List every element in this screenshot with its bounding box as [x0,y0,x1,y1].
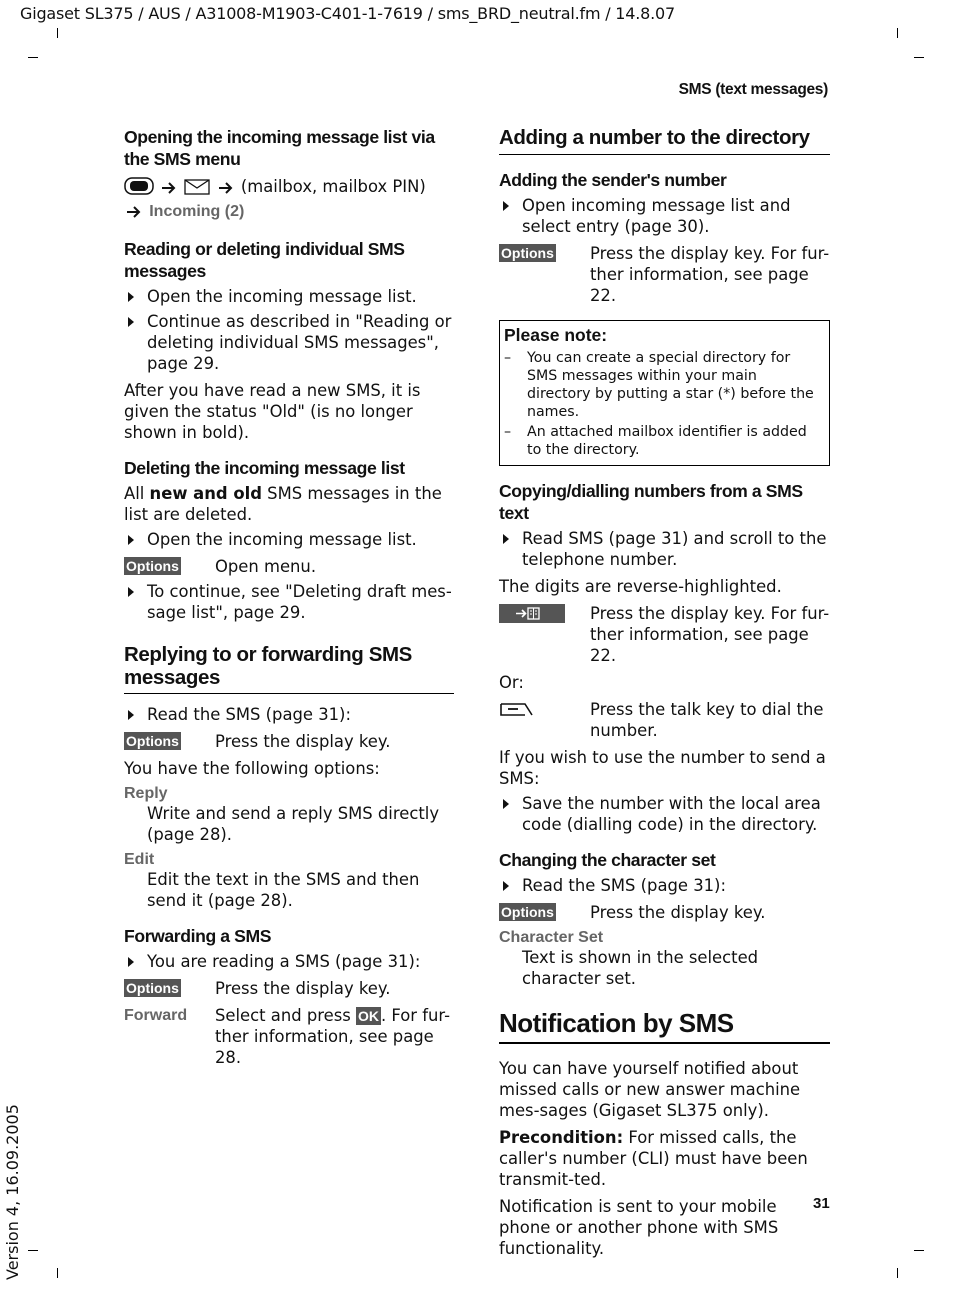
list-item: Read SMS (page 31) and scroll to the telephone number. [499,528,830,570]
talk-key-icon [499,700,535,725]
notification-heading: Notification by SMS [499,1008,734,1038]
read-status-paragraph: After you have read a new SMS, it is given the status "Old" (is no longer shown in bold). [124,381,421,442]
precondition-paragraph: Precondition: For missed calls, the caller's number (CLI) must have been transmit-ted. [499,1128,808,1189]
charset-heading: Changing the character set [499,850,716,870]
crop-mark [28,57,38,58]
talk-key-row [499,699,830,741]
list-item: You are reading a SMS (page 31): [124,951,454,972]
charset-option-label: Character Set [499,929,604,946]
arrow-icon [159,179,179,200]
options-key-row [124,978,454,999]
press-display-key-text: Press the display key. [215,979,391,998]
list-item: To continue, see "Deleting draft mes-sage list", page 29. [124,581,454,623]
delete-list-heading: Deleting the incoming message list [124,458,405,478]
notification-paragraph-2: Notification is sent to your mobile phone or another phone with SMS functionality. [499,1197,779,1258]
note-title: Please note: [504,325,608,345]
press-display-key-text: Press the display key. For fur-ther information, see page 22. [590,604,830,665]
version-label: Version 4, 16.09.2005 [3,1104,22,1280]
notification-paragraph: You can have yourself notified about missed calls or new answer machine mes-sages (Gigaset SL375 only). [499,1059,801,1120]
directory-key-icon [499,604,565,628]
note-item: – An attached mailbox identifier is added to the directory. [504,423,819,459]
or-text: Or: [499,673,524,692]
forwarding-heading: Forwarding a SMS [124,926,272,946]
options-key-row [499,902,830,923]
forward-option-row: Forward Select and press OK . For fur-ther information, see page 28. [124,1006,450,1067]
send-sms-paragraph: If you wish to use the number to send a SMS: [499,748,826,788]
options-key: Options [126,733,179,749]
incoming-menu-item: Incoming (2) [149,203,245,220]
envelope-icon [184,179,210,200]
copy-dial-heading: Copying/dialling numbers from a SMS text [499,481,803,523]
crop-mark [57,1268,58,1278]
open-menu-text: Open menu. [215,557,317,576]
please-note-box [499,320,830,466]
talk-key-text: Press the talk key to dial the number. [590,700,824,740]
note-item: – You can create a special directory for SMS messages within your main directory by putting a star (*) before the names. [504,349,819,421]
charset-option-desc: Text is shown in the selected character set. [522,948,759,988]
press-display-key-text: Press the display key. [215,732,391,751]
directory-key-row [499,603,830,666]
digits-paragraph: The digits are reverse-highlighted. [499,577,782,596]
reply-forward-heading: Replying to or forwarding SMS messages [124,643,412,689]
read-delete-heading: Reading or deleting individual SMS messages [124,239,405,281]
crop-mark [914,57,924,58]
options-key: Options [501,904,554,920]
delete-list-paragraph: All new and old SMS messages in the list are deleted. [124,484,442,524]
adding-number-heading: Adding a number to the directory [499,126,810,149]
menu-path-incoming [124,200,454,224]
list-item: Read the SMS (page 31): [499,875,830,896]
document-header: Gigaset SL375 / AUS / A31008-M1903-C401-1-7619 / sms_BRD_neutral.fm / 14.8.07 [20,4,675,23]
arrow-icon [216,179,236,200]
sender-number-heading: Adding the sender's number [499,170,727,190]
options-key-row [499,243,830,306]
edit-option-label: Edit [124,851,155,868]
list-item: Continue as described in "Reading or deleting individual SMS messages", page 29. [124,311,454,374]
left-column [124,126,454,1068]
press-display-key-text: Press the display key. [590,903,766,922]
page-number: 31 [813,1195,830,1212]
arrow-icon [124,203,144,224]
options-key-row [124,731,454,752]
menu-path-text: (mailbox, mailbox PIN) [240,177,426,196]
options-intro: You have the following options: [124,759,380,778]
crop-mark [28,1250,38,1251]
open-list-heading: Opening the incoming message list via the SMS menu [124,127,435,169]
menu-path [124,176,454,200]
reply-option-label: Reply [124,785,168,802]
options-key: Options [126,558,179,574]
press-display-key-text: Press the display key. For fur-ther information, see page 22. [590,244,830,305]
right-column [499,126,830,1259]
menu-key-icon [124,177,154,200]
list-item: Open incoming message list and select entry (page 30). [499,195,830,237]
running-head: SMS (text messages) [678,81,828,98]
options-key-row [124,556,454,577]
crop-mark [897,1268,898,1278]
options-key: Options [501,245,554,261]
crop-mark [897,28,898,38]
reply-option-desc: Write and send a reply SMS directly (page 28). [147,804,440,844]
options-key: Options [126,980,179,996]
list-item: Save the number with the local area code (dialling code) in the directory. [499,793,830,835]
forward-option-label: Forward [124,1007,188,1024]
crop-mark [57,28,58,38]
edit-option-desc: Edit the text in the SMS and then send it (page 28). [147,870,420,910]
list-item: Read the SMS (page 31): [124,704,454,725]
list-item: Open the incoming message list. [124,286,454,307]
list-item: Open the incoming message list. [124,529,454,550]
crop-mark [914,1250,924,1251]
ok-key: OK [357,1008,379,1024]
